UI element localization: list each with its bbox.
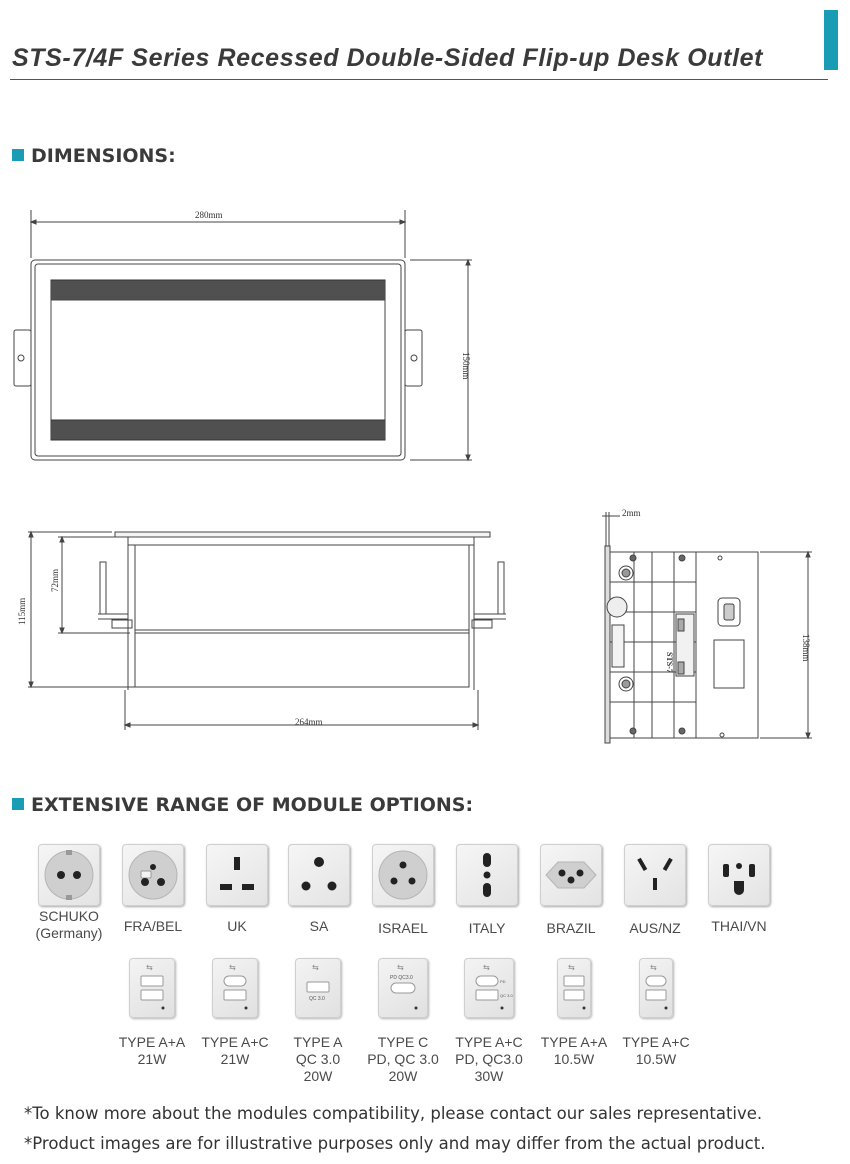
usb-a-a-icon [129,958,175,1018]
usb-pd-port-text: PD QC3.0 [390,975,413,981]
svg-text:⇆: ⇆ [650,963,657,972]
usb-a-a-small-label: TYPE A+A 10.5W [540,1034,608,1067]
sa-socket-icon [288,844,350,906]
svg-text:⇆: ⇆ [568,963,575,972]
top-height-label: 150mm [461,352,471,380]
uk-label: UK [227,918,247,934]
svg-text:⇆: ⇆ [229,963,236,972]
usb-a-c-pd-icon [464,958,514,1018]
israel-label: ISRAEL [378,920,428,936]
front-inner-height-label: 72mm [50,568,60,592]
svg-text:⇆: ⇆ [397,963,404,972]
svg-text:⇆: ⇆ [146,963,153,972]
modules-heading-text: EXTENSIVE RANGE OF MODULE OPTIONS: [31,794,474,816]
thai-vn-socket-icon [708,844,770,906]
fra-bel-label: FRA/BEL [123,918,183,934]
usb-a-c-icon [212,958,258,1018]
israel-socket-icon [372,844,434,906]
usb-a-a-label: TYPE A+A 21W [118,1034,186,1067]
dimensions-heading-text: DIMENSIONS: [31,145,176,167]
usb-a-qc-icon [295,958,341,1018]
front-width-label: 264mm [295,717,323,727]
side-top-label: 2mm [622,508,641,518]
italy-socket-icon [456,844,518,906]
aus-nz-socket-icon [624,844,686,906]
usb-a-c-pd-label: TYPE A+C PD, QC3.0 30W [455,1034,523,1084]
fra-bel-socket-icon [122,844,184,906]
top-width-label: 280mm [195,210,223,220]
usb-pd-text: PD [500,979,506,984]
aus-nz-label: AUS/NZ [629,920,681,936]
top-view-drawing [14,210,472,460]
usb-a-c-label: TYPE A+C 21W [201,1034,269,1067]
front-view-drawing [28,532,506,730]
schuko-label: SCHUKO (Germany) [35,908,103,941]
brazil-socket-icon [540,844,602,906]
usb-a-qc-label: TYPE A QC 3.0 20W [293,1034,343,1084]
page-title: STS-7/4F Series Recessed Double-Sided Flip-up Desk Outlet [12,44,764,72]
svg-text:⇆: ⇆ [312,963,319,972]
sa-label: SA [309,918,329,934]
uk-socket-icon [206,844,268,906]
heading-square-icon [12,798,24,810]
usb-c-pd-icon [378,958,428,1018]
usb-a-a-small-icon [557,958,591,1018]
usb-c-pd-label: TYPE C PD, QC 3.0 20W [367,1034,439,1084]
thai-vn-label: THAI/VN [711,918,767,934]
side-model-label: STS-7 [665,652,674,673]
svg-text:⇆: ⇆ [483,963,490,972]
side-view-drawing [602,512,812,743]
compatibility-note: *To know more about the modules compatibility, please contact our sales representative. [24,1104,763,1123]
usb-qc-text: QC 3.0 [500,993,513,998]
side-height-label: 138mm [801,634,811,662]
italy-label: ITALY [468,920,506,936]
illustration-note: *Product images are for illustrative purposes only and may differ from the actual product. [24,1134,766,1153]
usb-a-c-small-icon [639,958,673,1018]
modules-heading [12,794,473,816]
usb-qc-port-text: QC 3.0 [309,996,325,1002]
usb-a-c-small-label: TYPE A+C 10.5W [622,1034,690,1067]
front-height-label: 115mm [17,597,27,625]
schuko-socket-icon [38,844,100,906]
brazil-label: BRAZIL [546,920,596,936]
